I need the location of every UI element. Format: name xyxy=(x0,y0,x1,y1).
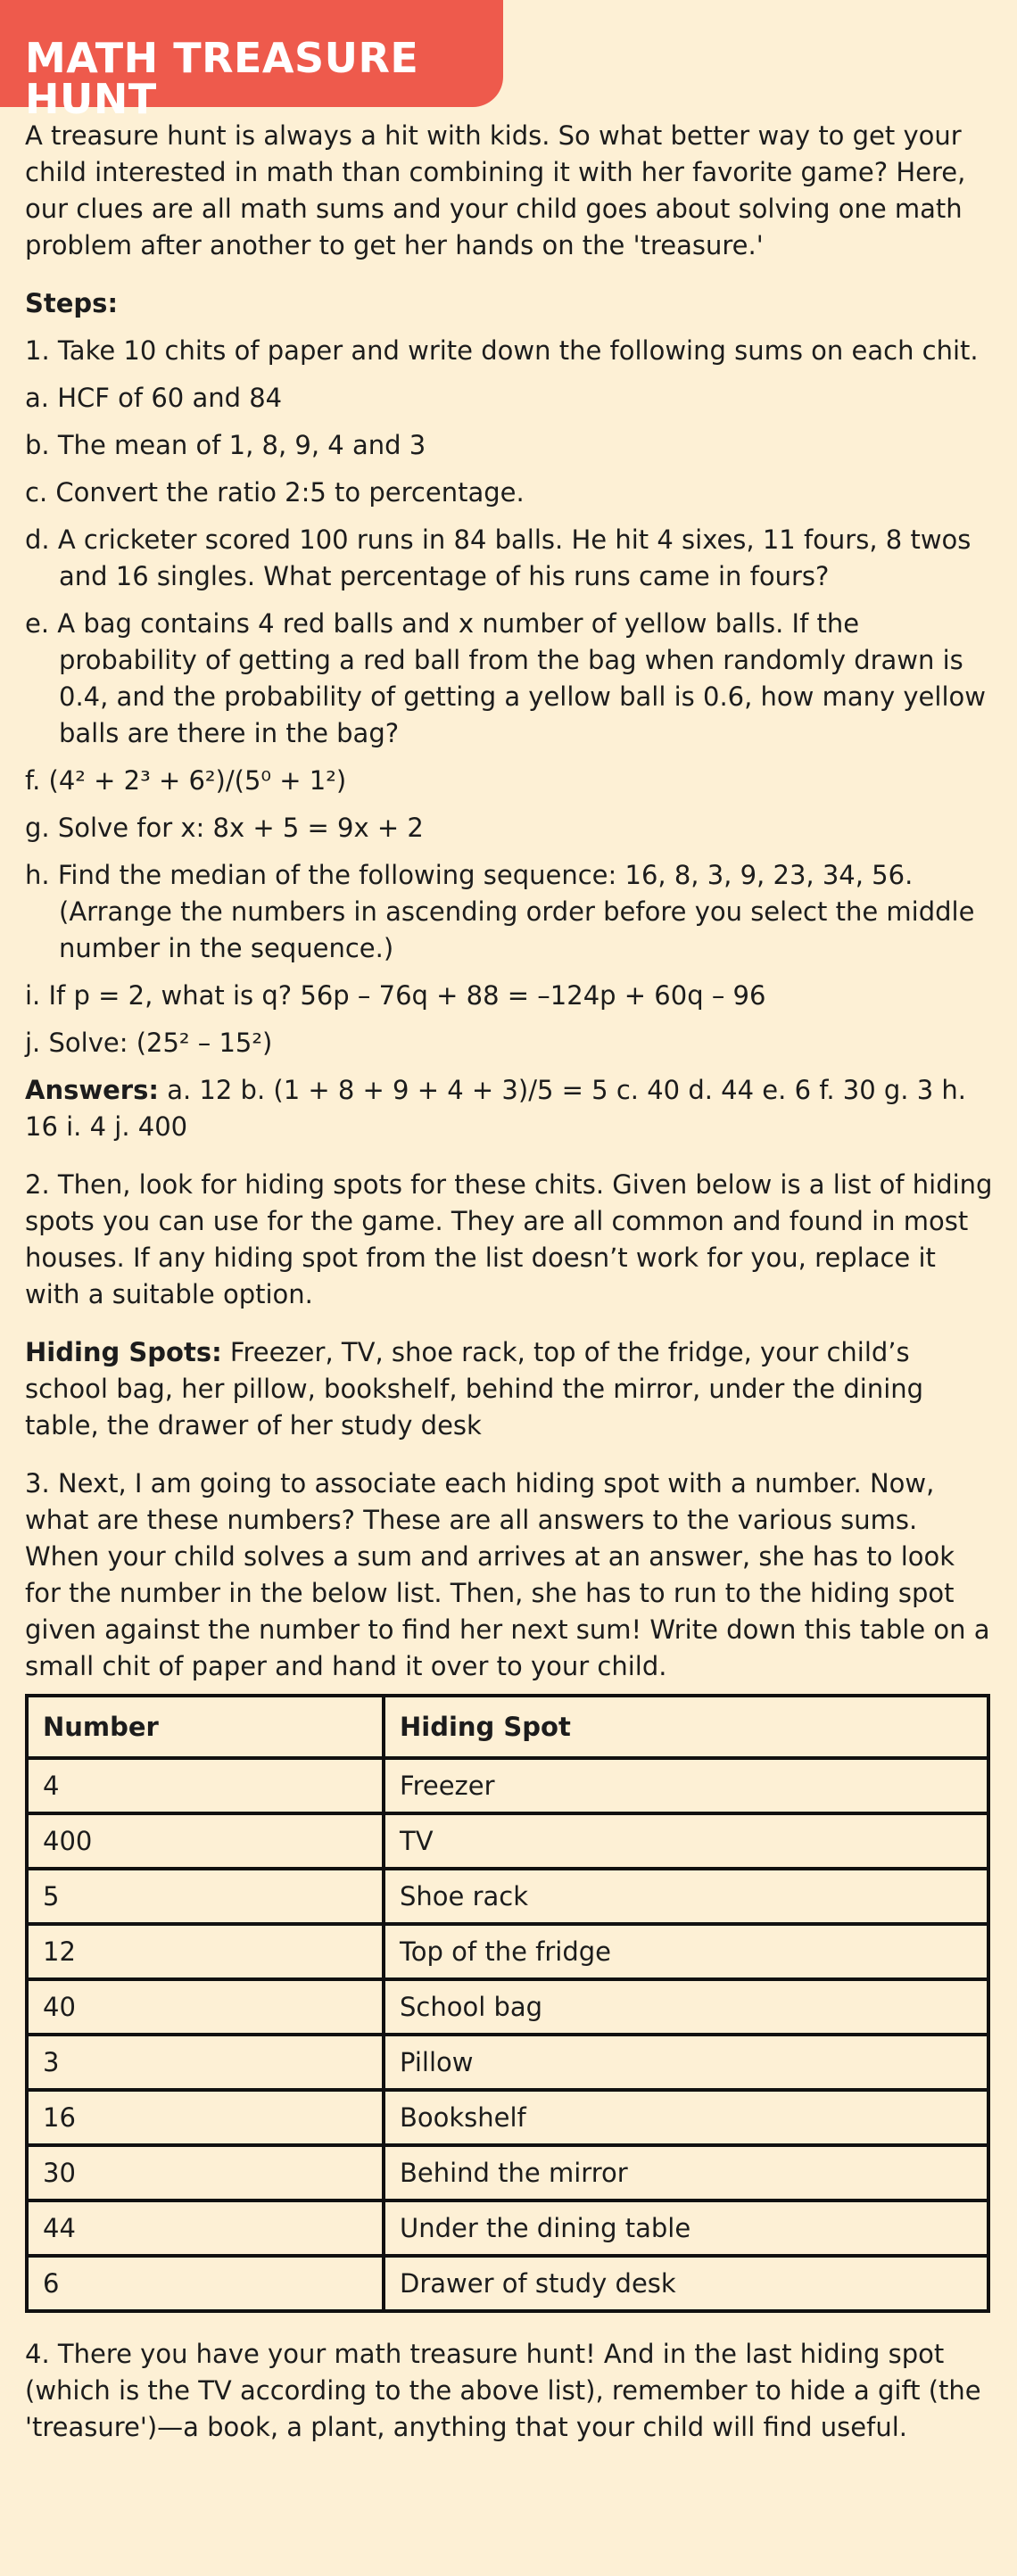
question-g: g. Solve for x: 8x + 5 = 9x + 2 xyxy=(25,813,424,843)
intro-paragraph: A treasure hunt is always a hit with kids. So what better way to get your child interested in math than combining it with her favorite game? Here, our clues are all math sums and your child goes about solving one math problem after another to get her hands on the 'treasure.' xyxy=(25,120,966,260)
table-header-row xyxy=(27,1696,988,1758)
hiding-spot-cell: Pillow xyxy=(384,2035,988,2090)
steps-heading: Steps: xyxy=(25,288,119,318)
question-a: a. HCF of 60 and 84 xyxy=(25,383,283,413)
question-e: e. A bag contains 4 red balls and x number of yellow balls. If the probability of getting a red ball from the bag when randomly drawn is 0.4, and the probability of getting a yellow ball is 0.6, how many yellow balls are there in the bag? xyxy=(25,608,986,748)
table-row xyxy=(27,2035,988,2090)
question-j: j. Solve: (25² – 15²) xyxy=(25,1028,273,1058)
table-row xyxy=(27,1813,988,1869)
hiding-spot-cell: Bookshelf xyxy=(384,2090,988,2145)
table-row xyxy=(27,1979,988,2035)
number-cell: 3 xyxy=(27,2035,384,2090)
number-cell: 5 xyxy=(27,1869,384,1924)
hiding-spot-cell: TV xyxy=(384,1813,988,1869)
page-title: MATH TREASURE HUNT xyxy=(25,34,419,123)
number-cell: 44 xyxy=(27,2200,384,2256)
answers-text: a. 12 b. (1 + 8 + 9 + 4 + 3)/5 = 5 c. 40 d. 44 e. 6 f. 30 g. 3 h. 16 i. 4 j. 400 xyxy=(25,1075,967,1142)
table-row xyxy=(27,2090,988,2145)
article-body xyxy=(25,118,997,2467)
step-4-text: 4. There you have your math treasure hunt! And in the last hiding spot (which is the TV according to the above list), remember to hide a gift (the 'treasure')—a book, a plant, anything that your child will find useful. xyxy=(25,2339,981,2442)
answers-paragraph xyxy=(25,1072,997,1145)
table-row xyxy=(27,1869,988,1924)
number-cell: 4 xyxy=(27,1758,384,1813)
hiding-spots-text: Freezer, TV, shoe rack, top of the fridge, your child’s school bag, her pillow, bookshelf, behind the mirror, under the dining table, the drawer of her study desk xyxy=(25,1337,924,1441)
hiding-spots-label: Hiding Spots: xyxy=(25,1337,222,1367)
column-header-number: Number xyxy=(27,1696,384,1758)
step-3-text: 3. Next, I am going to associate each hiding spot with a number. Now, what are these numbers? These are all answers to the various sums. When your child solves a sum and arrives at an answer, she has to look for the number in the below list. Then, she has to run to the hiding spot given against the number to find her next sum! Write down this table on a small chit of paper and hand it over to your child. xyxy=(25,1468,990,1681)
table-row xyxy=(27,1758,988,1813)
hiding-spot-cell: School bag xyxy=(384,1979,988,2035)
number-cell: 16 xyxy=(27,2090,384,2145)
hiding-spot-cell: Drawer of study desk xyxy=(384,2256,988,2311)
table-row xyxy=(27,2145,988,2200)
step-2-text: 2. Then, look for hiding spots for these chits. Given below is a list of hiding spots you can use for the game. They are all common and found in most houses. If any hiding spot from the list doesn’t work for you, replace it with a suitable option. xyxy=(25,1169,993,1309)
number-cell: 6 xyxy=(27,2256,384,2311)
hiding-spot-table xyxy=(25,1694,990,2313)
answers-label: Answers: xyxy=(25,1075,159,1105)
step-1-text: 1. Take 10 chits of paper and write down the following sums on each chit. xyxy=(25,335,979,366)
hiding-spot-cell: Freezer xyxy=(384,1758,988,1813)
number-cell: 12 xyxy=(27,1924,384,1979)
hiding-spot-cell: Top of the fridge xyxy=(384,1924,988,1979)
question-f: f. (4² + 2³ + 6²)/(5⁰ + 1²) xyxy=(25,765,347,796)
question-d: d. A cricketer scored 100 runs in 84 balls. He hit 4 sixes, 11 fours, 8 twos and 16 singles. What percentage of his runs came in fours? xyxy=(25,524,972,591)
question-c: c. Convert the ratio 2:5 to percentage. xyxy=(25,477,525,508)
number-cell: 40 xyxy=(27,1979,384,2035)
table-row xyxy=(27,2256,988,2311)
hiding-spot-cell: Behind the mirror xyxy=(384,2145,988,2200)
column-header-hiding-spot: Hiding Spot xyxy=(384,1696,988,1758)
question-b: b. The mean of 1, 8, 9, 4 and 3 xyxy=(25,430,426,460)
hiding-spot-cell: Under the dining table xyxy=(384,2200,988,2256)
hiding-spot-cell: Shoe rack xyxy=(384,1869,988,1924)
table-row xyxy=(27,2200,988,2256)
question-i: i. If p = 2, what is q? 56p – 76q + 88 = –124p + 60q – 96 xyxy=(25,980,766,1011)
number-cell: 400 xyxy=(27,1813,384,1869)
question-h: h. Find the median of the following sequence: 16, 8, 3, 9, 23, 34, 56. (Arrange the numbers in ascending order before you select the middle number in the sequence.) xyxy=(25,860,975,963)
hiding-spots-paragraph xyxy=(25,1334,997,1444)
title-banner xyxy=(0,0,503,123)
table-row xyxy=(27,1924,988,1979)
number-cell: 30 xyxy=(27,2145,384,2200)
